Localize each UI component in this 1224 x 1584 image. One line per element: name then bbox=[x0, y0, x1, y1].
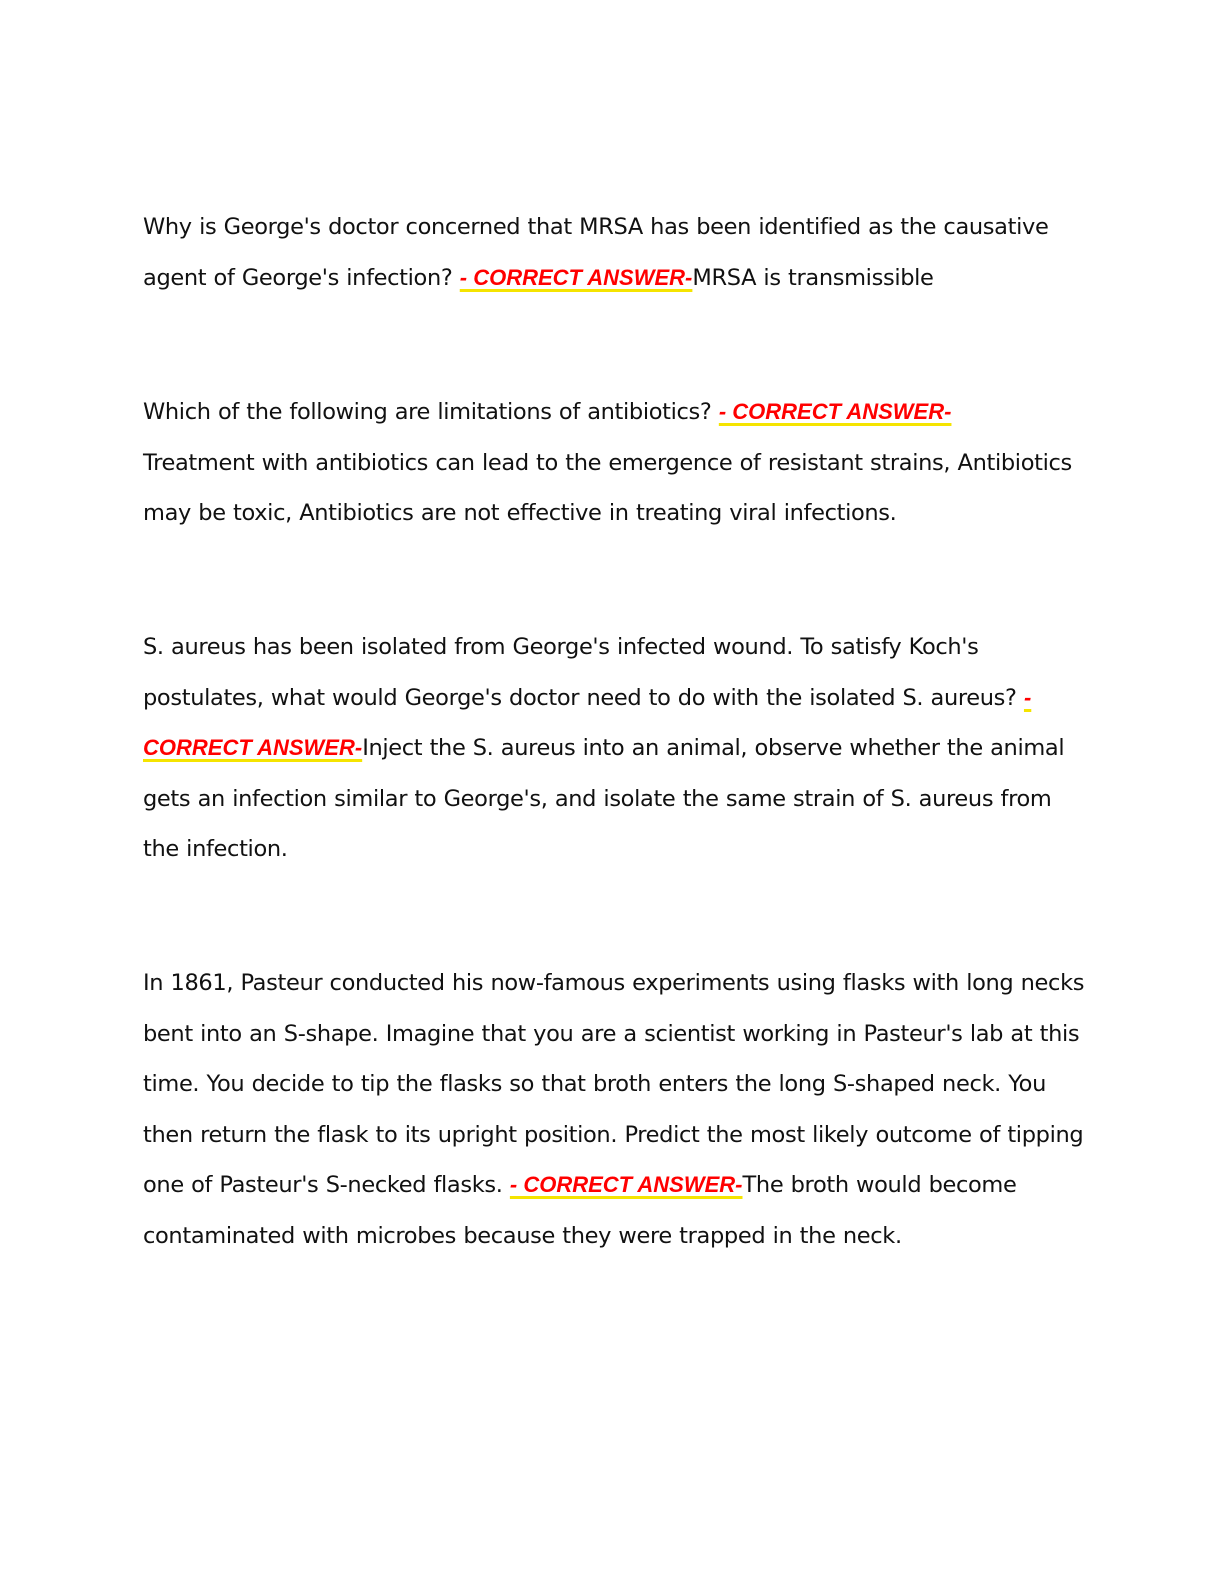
question-text: Which of the following are limitations of antibiotics? bbox=[143, 399, 719, 425]
qa-item bbox=[143, 202, 1088, 303]
question-text: In 1861, Pasteur conducted his now-famous experiments using flasks with long necks bent into an S-shape. Imagine that you are a scientist working in Pasteur's lab at this time. You decide to tip the flasks so that broth enters the long S-shaped neck. You then return the flask to its upright position. Predict the most likely outcome of tipping one of Pasteur's S-necked flasks. bbox=[143, 970, 1085, 1199]
answer-text: Inject the S. aureus into an animal, observe whether the animal gets an infection similar to George's, and isolate the same strain of S. aureus from the infection. bbox=[143, 735, 1065, 863]
qa-item bbox=[143, 958, 1088, 1262]
question-text: Why is George's doctor concerned that MRSA has been identified as the causative agent of George's infection? bbox=[143, 214, 1049, 291]
answer-text: Treatment with antibiotics can lead to the emergence of resistant strains, Antibiotics may be toxic, Antibiotics are not effective in treating viral infections. bbox=[143, 449, 1072, 527]
correct-answer-tag: - CORRECT ANSWER- bbox=[459, 264, 693, 290]
answer-text: MRSA is transmissible bbox=[692, 264, 934, 291]
qa-item bbox=[143, 622, 1088, 875]
correct-answer-tag: - CORRECT ANSWER- bbox=[143, 684, 1032, 761]
correct-answer-tag: - CORRECT ANSWER- bbox=[718, 399, 952, 424]
qa-item bbox=[143, 387, 1088, 539]
question-text: S. aureus has been isolated from George's infected wound. To satisfy Koch's postulates, what would George's doctor need to do with the isolated S. aureus? bbox=[143, 634, 1024, 711]
correct-answer-tag: - CORRECT ANSWER- bbox=[509, 1172, 743, 1198]
answer-text: The broth would become contaminated with microbes because they were trapped in the neck. bbox=[143, 1172, 1017, 1249]
